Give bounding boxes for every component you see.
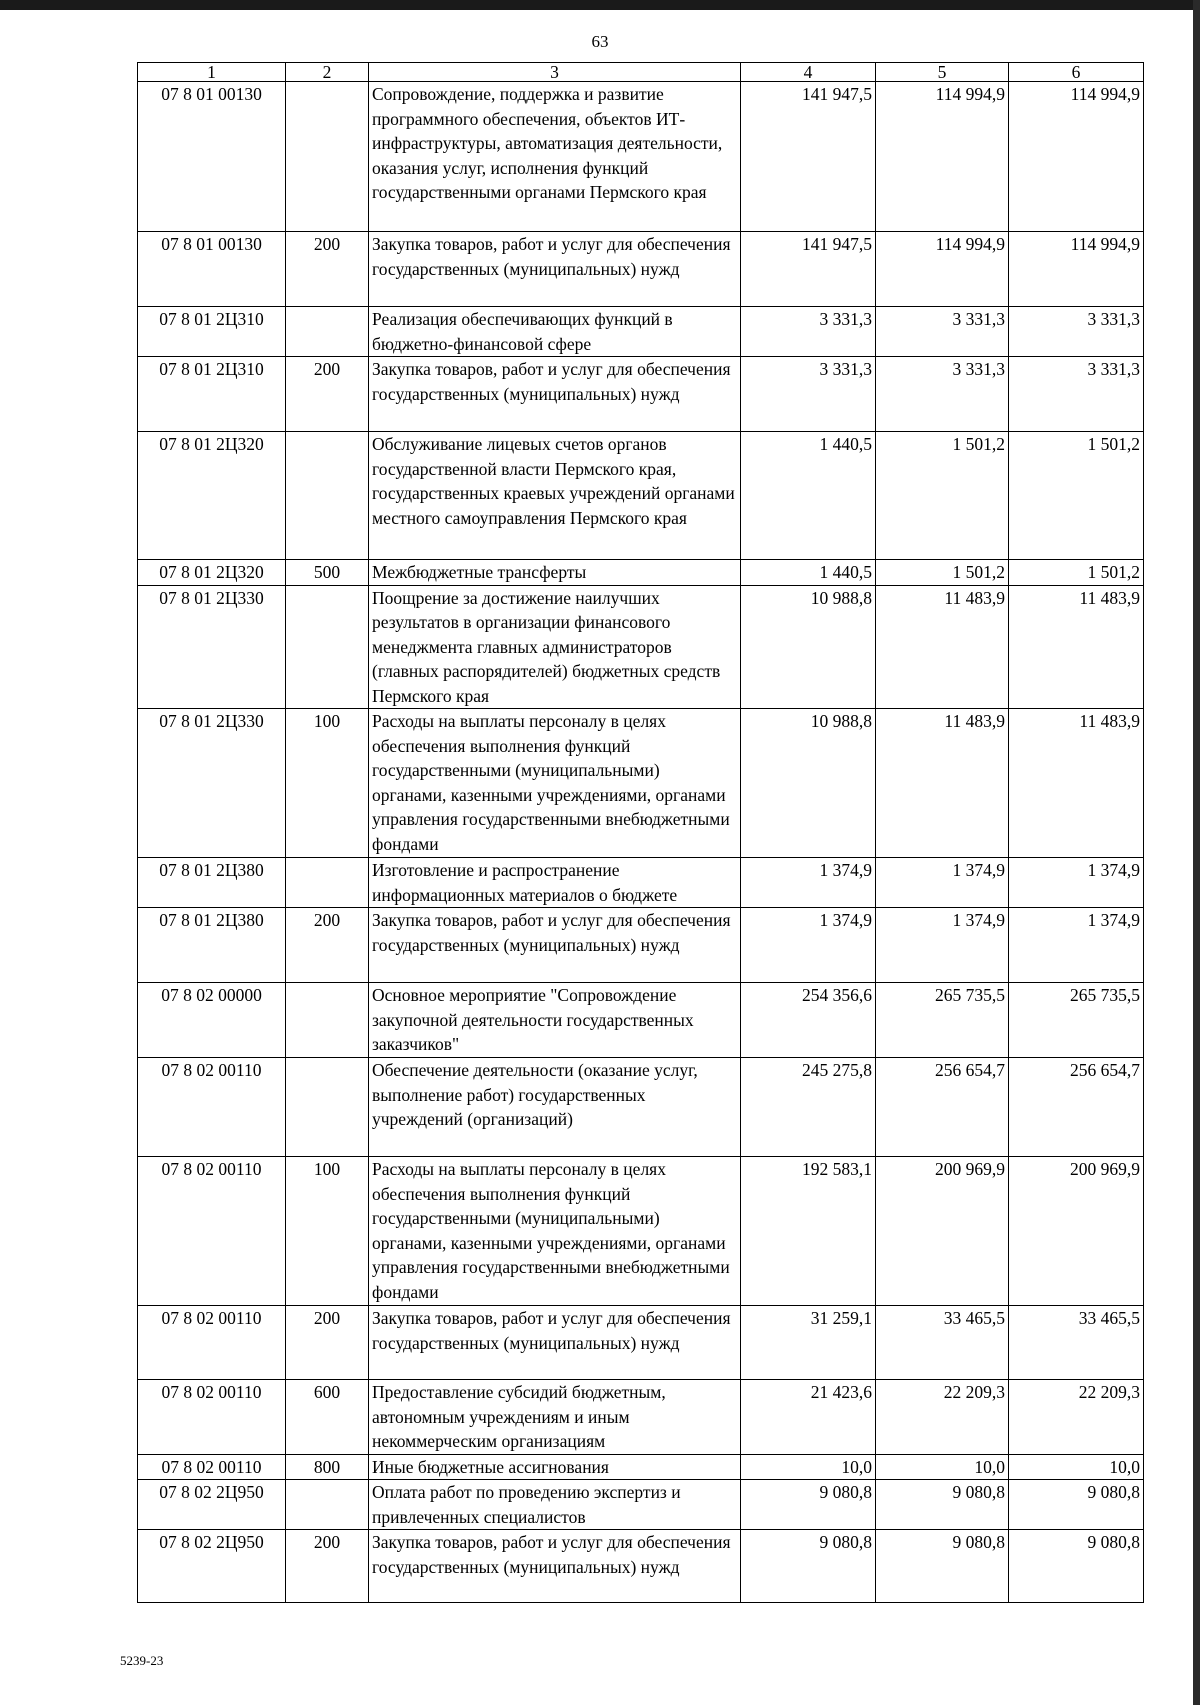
value-col4-cell: 245 275,8 <box>741 1058 876 1157</box>
value-col5-cell: 265 735,5 <box>876 983 1009 1058</box>
type-cell <box>286 432 369 560</box>
table-row <box>138 1306 1144 1380</box>
column-header-5: 5 <box>876 63 1009 82</box>
page-number: 63 <box>591 32 609 51</box>
code-cell: 07 8 01 2Ц320 <box>138 560 286 586</box>
value-col6-cell: 1 374,9 <box>1009 858 1144 908</box>
code-cell: 07 8 02 00000 <box>138 983 286 1058</box>
value-col4-cell: 9 080,8 <box>741 1480 876 1530</box>
description-cell: Обслуживание лицевых счетов органов государственной власти Пермского края, государственных краевых учреждений органами местного самоуправления Пермского края <box>369 432 741 560</box>
value-col4-cell: 10 988,8 <box>741 585 876 709</box>
code-cell: 07 8 01 2Ц330 <box>138 585 286 709</box>
code-cell: 07 8 01 2Ц380 <box>138 858 286 908</box>
description-cell: Закупка товаров, работ и услуг для обеспечения государственных (муниципальных) нужд <box>369 1306 741 1380</box>
description-cell: Расходы на выплаты персоналу в целях обеспечения выполнения функций государственными (муниципальными) органами, казенными учреждениями, органами управления государственными внебюджетными фондами <box>369 1157 741 1306</box>
code-cell: 07 8 01 2Ц330 <box>138 709 286 858</box>
value-col4-cell: 141 947,5 <box>741 82 876 232</box>
scan-top-edge <box>0 0 1200 10</box>
description-cell: Изготовление и распространение информационных материалов о бюджете <box>369 858 741 908</box>
table-row <box>138 232 1144 307</box>
table-row <box>138 1058 1144 1157</box>
type-cell <box>286 82 369 232</box>
type-cell: 200 <box>286 1530 369 1603</box>
value-col5-cell: 3 331,3 <box>876 357 1009 432</box>
type-cell: 100 <box>286 1157 369 1306</box>
value-col4-cell: 1 374,9 <box>741 908 876 983</box>
description-cell: Межбюджетные трансферты <box>369 560 741 586</box>
type-cell: 600 <box>286 1380 369 1455</box>
column-header-6: 6 <box>1009 63 1144 82</box>
value-col5-cell: 11 483,9 <box>876 585 1009 709</box>
value-col6-cell: 11 483,9 <box>1009 709 1144 858</box>
type-cell: 200 <box>286 357 369 432</box>
table-row <box>138 307 1144 357</box>
type-cell: 800 <box>286 1454 369 1480</box>
type-cell: 500 <box>286 560 369 586</box>
column-header-2: 2 <box>286 63 369 82</box>
table-row <box>138 1530 1144 1603</box>
value-col4-cell: 254 356,6 <box>741 983 876 1058</box>
table-row <box>138 82 1144 232</box>
description-cell: Закупка товаров, работ и услуг для обеспечения государственных (муниципальных) нужд <box>369 232 741 307</box>
value-col5-cell: 9 080,8 <box>876 1530 1009 1603</box>
description-cell: Закупка товаров, работ и услуг для обеспечения государственных (муниципальных) нужд <box>369 908 741 983</box>
code-cell: 07 8 01 2Ц380 <box>138 908 286 983</box>
value-col5-cell: 1 501,2 <box>876 560 1009 586</box>
value-col4-cell: 9 080,8 <box>741 1530 876 1603</box>
value-col4-cell: 1 440,5 <box>741 560 876 586</box>
column-header-1: 1 <box>138 63 286 82</box>
type-cell <box>286 1480 369 1530</box>
value-col6-cell: 3 331,3 <box>1009 357 1144 432</box>
value-col5-cell: 114 994,9 <box>876 82 1009 232</box>
code-cell: 07 8 02 00110 <box>138 1157 286 1306</box>
description-cell: Сопровождение, поддержка и развитие программного обеспечения, объектов ИТ-инфраструктуры, автоматизация деятельности, оказания услуг, исполнения функций государственными органами Пермского края <box>369 82 741 232</box>
code-cell: 07 8 01 2Ц320 <box>138 432 286 560</box>
code-cell: 07 8 02 00110 <box>138 1454 286 1480</box>
value-col5-cell: 114 994,9 <box>876 232 1009 307</box>
value-col6-cell: 200 969,9 <box>1009 1157 1144 1306</box>
value-col4-cell: 10 988,8 <box>741 709 876 858</box>
value-col5-cell: 200 969,9 <box>876 1157 1009 1306</box>
type-cell <box>286 585 369 709</box>
value-col6-cell: 3 331,3 <box>1009 307 1144 357</box>
value-col6-cell: 33 465,5 <box>1009 1306 1144 1380</box>
description-cell: Расходы на выплаты персоналу в целях обеспечения выполнения функций государственными (муниципальными) органами, казенными учреждениями, органами управления государственными внебюджетными фондами <box>369 709 741 858</box>
description-cell: Обеспечение деятельности (оказание услуг, выполнение работ) государственных учреждений (организаций) <box>369 1058 741 1157</box>
scan-right-edge <box>1193 0 1200 1705</box>
value-col5-cell: 10,0 <box>876 1454 1009 1480</box>
type-cell <box>286 858 369 908</box>
table-row <box>138 1480 1144 1530</box>
value-col6-cell: 256 654,7 <box>1009 1058 1144 1157</box>
type-cell: 200 <box>286 1306 369 1380</box>
description-cell: Предоставление субсидий бюджетным, автономным учреждениям и иным некоммерческим организациям <box>369 1380 741 1455</box>
value-col4-cell: 3 331,3 <box>741 307 876 357</box>
value-col5-cell: 256 654,7 <box>876 1058 1009 1157</box>
footer-code: 5239-23 <box>120 1653 164 1668</box>
table-row <box>138 1380 1144 1455</box>
value-col4-cell: 10,0 <box>741 1454 876 1480</box>
type-cell <box>286 307 369 357</box>
type-cell <box>286 983 369 1058</box>
table-row <box>138 908 1144 983</box>
value-col5-cell: 3 331,3 <box>876 307 1009 357</box>
value-col5-cell: 22 209,3 <box>876 1380 1009 1455</box>
type-cell: 200 <box>286 232 369 307</box>
value-col4-cell: 21 423,6 <box>741 1380 876 1455</box>
value-col5-cell: 1 501,2 <box>876 432 1009 560</box>
value-col5-cell: 11 483,9 <box>876 709 1009 858</box>
code-cell: 07 8 02 00110 <box>138 1380 286 1455</box>
value-col4-cell: 1 374,9 <box>741 858 876 908</box>
table-row <box>138 1157 1144 1306</box>
value-col6-cell: 114 994,9 <box>1009 232 1144 307</box>
value-col4-cell: 31 259,1 <box>741 1306 876 1380</box>
table-row <box>138 983 1144 1058</box>
code-cell: 07 8 02 00110 <box>138 1058 286 1157</box>
description-cell: Иные бюджетные ассигнования <box>369 1454 741 1480</box>
value-col4-cell: 1 440,5 <box>741 432 876 560</box>
value-col4-cell: 3 331,3 <box>741 357 876 432</box>
description-cell: Закупка товаров, работ и услуг для обеспечения государственных (муниципальных) нужд <box>369 357 741 432</box>
description-cell: Реализация обеспечивающих функций в бюджетно-финансовой сфере <box>369 307 741 357</box>
table-row <box>138 585 1144 709</box>
value-col5-cell: 1 374,9 <box>876 908 1009 983</box>
value-col4-cell: 141 947,5 <box>741 232 876 307</box>
description-cell: Поощрение за достижение наилучших результатов в организации финансового менеджмента главных администраторов (главных распорядителей) бюджетных средств Пермского края <box>369 585 741 709</box>
value-col6-cell: 9 080,8 <box>1009 1530 1144 1603</box>
code-cell: 07 8 01 2Ц310 <box>138 307 286 357</box>
type-cell <box>286 1058 369 1157</box>
budget-table <box>137 62 1144 1603</box>
value-col5-cell: 9 080,8 <box>876 1480 1009 1530</box>
value-col6-cell: 1 374,9 <box>1009 908 1144 983</box>
type-cell: 100 <box>286 709 369 858</box>
value-col6-cell: 114 994,9 <box>1009 82 1144 232</box>
type-cell: 200 <box>286 908 369 983</box>
table-row <box>138 560 1144 586</box>
value-col4-cell: 192 583,1 <box>741 1157 876 1306</box>
value-col6-cell: 10,0 <box>1009 1454 1144 1480</box>
table-row <box>138 1454 1144 1480</box>
value-col6-cell: 22 209,3 <box>1009 1380 1144 1455</box>
value-col5-cell: 1 374,9 <box>876 858 1009 908</box>
column-header-3: 3 <box>369 63 741 82</box>
value-col6-cell: 265 735,5 <box>1009 983 1144 1058</box>
table-body <box>138 82 1144 1603</box>
table-row <box>138 858 1144 908</box>
table-row <box>138 357 1144 432</box>
column-header-4: 4 <box>741 63 876 82</box>
value-col6-cell: 9 080,8 <box>1009 1480 1144 1530</box>
table-row <box>138 432 1144 560</box>
description-cell: Оплата работ по проведению экспертиз и привлеченных специалистов <box>369 1480 741 1530</box>
code-cell: 07 8 02 00110 <box>138 1306 286 1380</box>
description-cell: Основное мероприятие "Сопровождение закупочной деятельности государственных заказчиков" <box>369 983 741 1058</box>
code-cell: 07 8 02 2Ц950 <box>138 1530 286 1603</box>
value-col6-cell: 1 501,2 <box>1009 560 1144 586</box>
header-row <box>138 63 1144 82</box>
description-cell: Закупка товаров, работ и услуг для обеспечения государственных (муниципальных) нужд <box>369 1530 741 1603</box>
code-cell: 07 8 01 00130 <box>138 232 286 307</box>
value-col5-cell: 33 465,5 <box>876 1306 1009 1380</box>
code-cell: 07 8 01 00130 <box>138 82 286 232</box>
value-col6-cell: 11 483,9 <box>1009 585 1144 709</box>
table-row <box>138 709 1144 858</box>
code-cell: 07 8 01 2Ц310 <box>138 357 286 432</box>
value-col6-cell: 1 501,2 <box>1009 432 1144 560</box>
code-cell: 07 8 02 2Ц950 <box>138 1480 286 1530</box>
